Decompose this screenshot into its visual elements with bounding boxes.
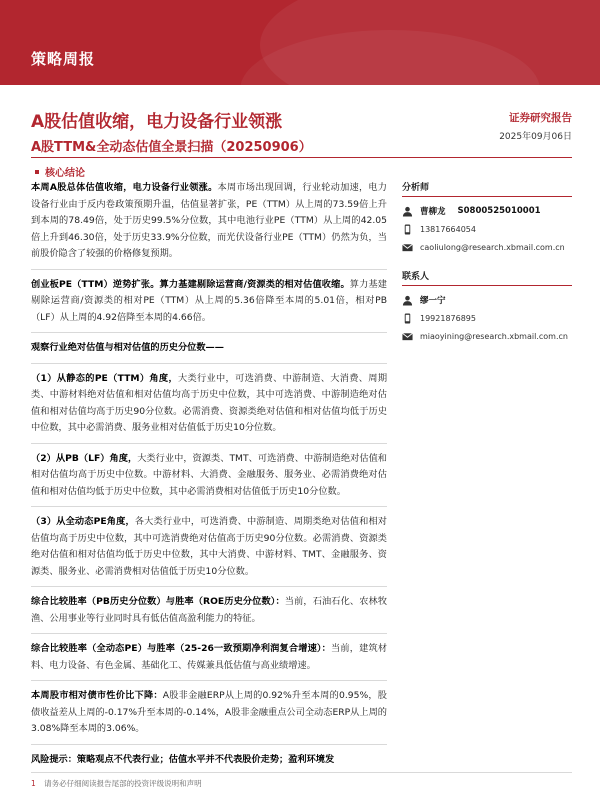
contact-label: 联系人 bbox=[402, 269, 572, 286]
divider bbox=[31, 157, 572, 158]
paragraph: 综合比较胜率（全动态PE）与胜率（25-26一致预期净利润复合增速）：当前，建筑材料、电力设备、有色金属、基础化工、传媒兼具低估值与高业绩增速。 bbox=[31, 643, 388, 671]
analyst-name: 曹柳龙 bbox=[420, 207, 446, 217]
footer-divider bbox=[31, 772, 572, 773]
phone-icon bbox=[402, 313, 413, 324]
email-icon bbox=[402, 242, 413, 253]
report-date: 2025年09月06日 bbox=[499, 132, 572, 142]
contact-email[interactable]: miaoyining@research.xbmail.com.cn bbox=[420, 332, 568, 341]
analyst-cert: S0800525010001 bbox=[457, 206, 541, 216]
paragraph: 综合比较胜率（PB历史分位数）与胜率（ROE历史分位数）：当前，石油石化、农林牧渔、公用事业等行业同时具有低估值高盈利能力的特征。 bbox=[31, 596, 388, 624]
bullet-square-icon bbox=[35, 170, 39, 174]
paragraph: （1）从静态的PE（TTM）角度，大类行业中，可选消费、中游制造、大消费、周期类、中游材料绝对估值和相对估值均高于历史中位数，其中可选消费、中游制造绝对估值和相对估值均高于历史90分位数。必需消费、资源类绝对估值和相对估值均低于历史中位数，其中必需消费、服务业相对估值低于历史10分位数。 bbox=[31, 372, 388, 433]
header-banner bbox=[0, 0, 600, 85]
paragraph: （2）从PB（LF）角度，大类行业中，资源类、TMT、可选消费、中游制造绝对估值和相对估值均高于历史中位数。中游材料、大消费、金融服务、服务业、必需消费绝对估值和相对估值均低于历史中位数，其中必需消费相对估值低于历史10分位数。 bbox=[31, 452, 387, 497]
analyst-phone: 13817664054 bbox=[420, 225, 476, 234]
section-heading: 核心结论 bbox=[31, 164, 85, 179]
analyst-email[interactable]: caoliulong@research.xbmail.com.cn bbox=[420, 243, 565, 252]
page-number: 1 bbox=[31, 779, 36, 788]
contact-phone: 19921876895 bbox=[420, 314, 476, 323]
paragraph: （3）从全动态PE角度，各大类行业中，可选消费、中游制造、周期类绝对估值和相对估值均高于历史中位数，其中可选消费绝对估值高于历史90分位数。必需消费、资源类绝对估值和相对估值均低于历史中位数，其中大消费、中游材料、TMT、金融服务、资源类、服务业、必需消费相对估值低于历史10分位数。 bbox=[31, 516, 387, 577]
paragraph: 本周股市相对债市性价比下降：A股非金融ERP从上周的0.92%升至本周的0.95%，股债收益差从上周的-0.17%升至本周的-0.14%，A股非金融重点公司全动态ERP从上周的3.08%降至本周的3.06%。 bbox=[31, 690, 387, 734]
person-icon bbox=[402, 295, 413, 306]
report-subtitle: A股TTM&全动态估值全景扫描（20250906） bbox=[31, 140, 312, 155]
footer bbox=[31, 778, 572, 789]
person-icon bbox=[402, 206, 413, 217]
paragraph: 创业板PE（TTM）逆势扩张。算力基建剔除运营商/资源类的相对估值收缩。算力基建剔除运营商/资源类的相对PE（TTM）从上周的5.36倍降至本周的5.01倍，相对PB（LF）从上周的4.92倍降至本周的4.66倍。 bbox=[31, 278, 387, 323]
contact-name: 缪一宁 bbox=[420, 296, 446, 306]
sidebar bbox=[402, 180, 572, 349]
paragraph: 本周A股总体估值收缩，电力设备行业领涨。本周市场出现回调，行业轮动加速，电力设备行业由于反内卷政策预期升温，估值显著扩张，PE（TTM）从上周的73.59倍上升到本周的78.49倍，处于历史99.5%分位数，其中电池行业PE（TTM）从上周的42.05倍上升到46.30倍，处于历史33.9%分位数，而光伏设备行业PE（TTM）仍然为负，当前股价隐含了较强的价格修复预期。 bbox=[31, 182, 387, 259]
report-title: A股估值收缩，电力设备行业领涨 bbox=[31, 112, 283, 132]
banner-title: 策略周报 bbox=[31, 50, 96, 68]
phone-icon bbox=[402, 224, 413, 235]
paragraph: 观察行业绝对估值与相对估值的历史分位数—— bbox=[31, 342, 224, 353]
main-content bbox=[31, 180, 387, 774]
footer-disclaimer: 请务必仔细阅读报告尾部的投资评级说明和声明 bbox=[44, 779, 202, 788]
analyst-label: 分析师 bbox=[402, 180, 572, 197]
paragraph: 风险提示：策略观点不代表行业；估值水平并不代表股价走势；盈利环境发 bbox=[31, 753, 335, 765]
report-type: 证券研究报告 bbox=[509, 112, 572, 124]
email-icon bbox=[402, 331, 413, 342]
